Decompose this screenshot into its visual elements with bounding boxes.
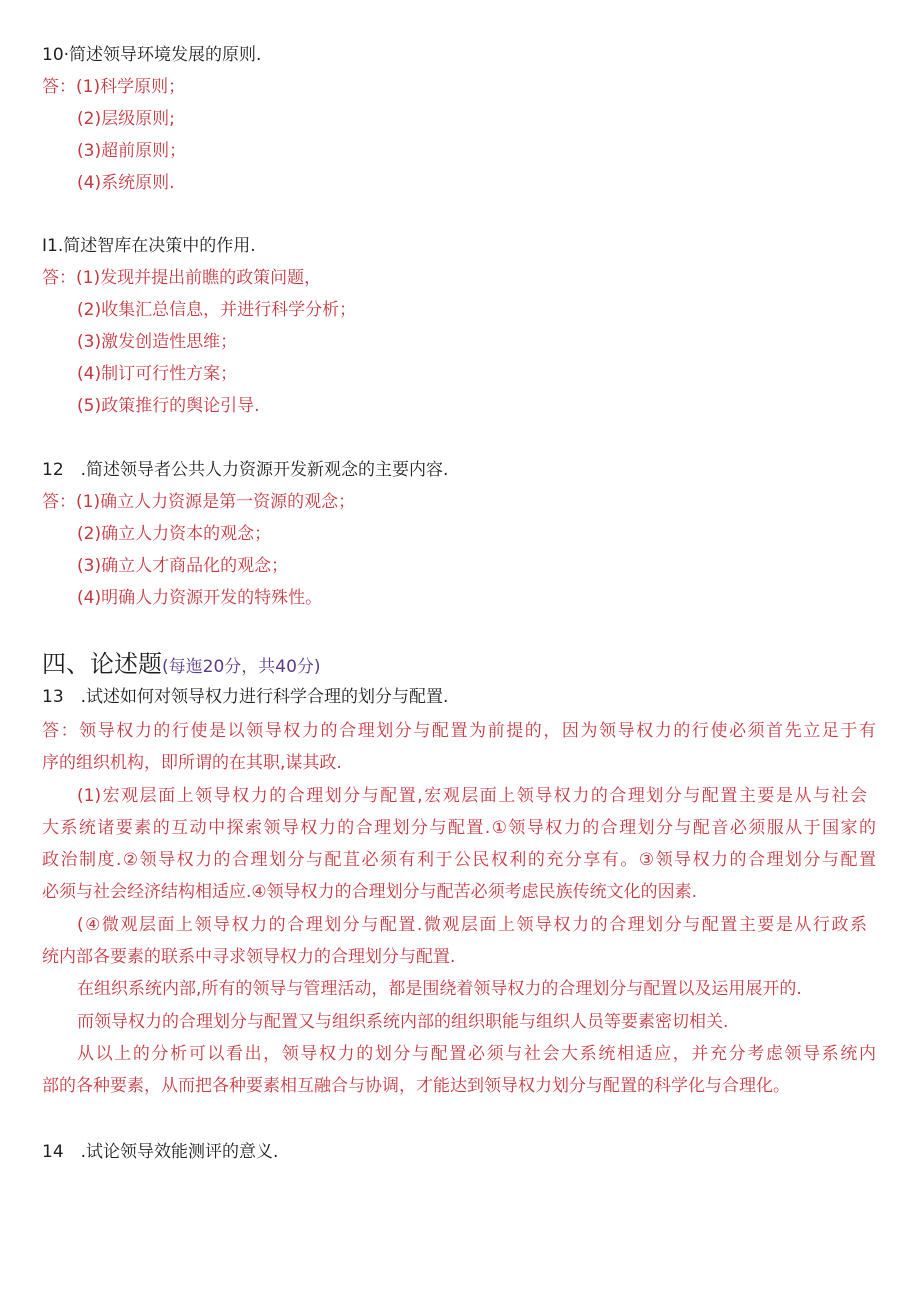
answer-13-line-12: 部的各种要素，从而把各种要素相互融合与协调，才能达到领导权力划分与配置的科学化与合理化。 (42, 1076, 790, 1096)
answer-11-line-3: (3)激发创造性思维； (77, 332, 238, 352)
answer-12-line-4: (4)明确人力资源开发的特殊性。 (77, 588, 323, 608)
answer-13-line-6: 必须与社会经济结构相适应.④领导权力的合理划分与配苦必须考虑民族传统文化的因素. (42, 882, 698, 902)
answer-13-line-5: 政治制度.②领导权力的合理划分与配苴必须有利于公民权利的充分享有。③领导权力的合理划分与配置 (42, 850, 876, 870)
section-heading (42, 649, 321, 682)
answer-13-line-1: 答：领导权力的行使是以领导权力的合理划分与配置为前提的，因为领导权力的行使必须首先立足于有 (42, 721, 876, 741)
question-13: 13 .试述如何对领导权力进行科学合理的划分与配置. (42, 687, 449, 707)
section-score-note: (每迤20分，共40分) (162, 657, 321, 677)
question-12: 12 .简述领导者公共人力资源开发新观念的主要内容. (42, 460, 449, 480)
answer-10-line-3: (3)超前原则； (77, 141, 187, 161)
answer-13-line-2: 序的组织机构，即所谓的在其职,谋其政. (42, 753, 342, 773)
answer-11-line-4: (4)制订可行性方案； (77, 364, 238, 384)
answer-10-line-1: 答：(1)科学原则； (42, 77, 186, 97)
question-11: I1.简述智库在决策中的作用. (42, 236, 256, 256)
question-10: 10·简述领导环境发展的原则. (42, 45, 262, 65)
answer-13-line-4: 大系统诸要素的互动中探索领导权力的合理划分与配置.①领导权力的合理划分与配音必须服从于国家的 (42, 818, 876, 838)
answer-13-line-9: 在组织系统内部,所有的领导与管理活动，都是围绕着领导权力的合理划分与配置以及运用展开的. (77, 979, 802, 999)
answer-13-line-11: 从以上的分析可以看出，领导权力的划分与配置必须与社会大系统相适应，并充分考虑领导系统内 (77, 1044, 876, 1064)
answer-13-line-7: (④微观层面上领导权力的合理划分与配置.微观层面上领导权力的合理划分与配置主要是从行政系 (77, 915, 867, 935)
answer-10-line-4: (4)系统原则. (77, 173, 175, 193)
answer-13-line-10: 而领导权力的合理划分与配置又与组织系统内部的组织职能与组织人员等要素密切相关. (77, 1012, 729, 1032)
answer-12-line-2: (2)确立人力资本的观念； (77, 524, 272, 544)
answer-13-line-8: 统内部各要素的联系中寻求领导权力的合理划分与配置. (42, 947, 456, 967)
answer-12-line-1: 答：(1)确立人力资源是第一资源的观念； (42, 492, 356, 512)
answer-11-line-1: 答：(1)发现并提出前瞧的政策问题， (42, 268, 322, 288)
section-title: 四、论述题 (42, 650, 162, 678)
answer-11-line-5: (5)政策推行的舆论引导. (77, 396, 260, 416)
answer-13-line-3: (1)宏观层面上领导权力的合理划分与配置,宏观层面上领导权力的合理划分与配置主要是从与社会 (77, 786, 867, 806)
question-14: 14 .试论领导效能测评的意义. (42, 1142, 279, 1162)
answer-11-line-2: (2)收集汇总信息，并进行科学分析； (77, 300, 357, 320)
answer-12-line-3: (3)确立人才商品化的观念； (77, 556, 289, 576)
answer-10-line-2: (2)层级原则; (77, 109, 175, 129)
